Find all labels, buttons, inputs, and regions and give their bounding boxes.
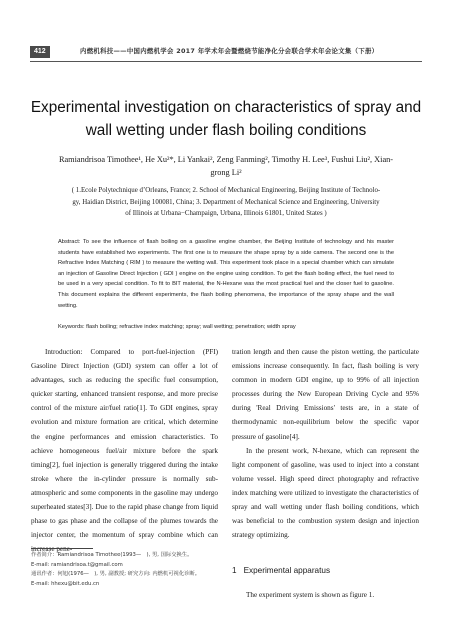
section-number: 1 [232, 566, 237, 575]
keywords: Keywords: flash boiling; refractive index matching; spray; wall wetting; penetration; width spray [58, 324, 296, 330]
footnote-rule [31, 548, 93, 549]
page-number: 412 [30, 46, 50, 58]
body-column-right [232, 345, 419, 542]
affiliations [32, 185, 420, 220]
affiliation-line-1: ( 1.Ecole Polytechnique d’Orleans, France; 2. School of Mechanical Engineering, Beijing Institute of Technolo- [71, 187, 381, 194]
authors-line-2: grong Li² [210, 168, 242, 177]
apparatus-paragraph: The experiment system is shown as figure 1. [246, 591, 375, 599]
paper-title [30, 96, 422, 142]
footnote-corresponding: 通讯作者：何旭(1976— ), 男, 副教授; 研究方向: 内燃机可视化诊断。 [31, 571, 201, 578]
section-title: Experimental apparatus [243, 566, 331, 575]
title-line-1: Experimental investigation on characteristics of spray and [30, 99, 422, 116]
page-header [30, 46, 422, 60]
authors-line-1: Ramiandrisoa Timothee¹, He Xu²*, Li Yankai², Zeng Fanming², Timothy H. Lee³, Fushui Liu², Xian- [58, 155, 394, 164]
affiliation-line-3: of Illinois at Urbana−Champaign, Urbana, Illinois 61801, United States ) [125, 210, 327, 217]
footnote-author: 作者简介：Ramiandrisoa Timothee(1993— ), 男, 国际交换生。 [31, 552, 193, 558]
affiliation-line-2: gy, Haidian District, Beijing 100081, China; 3. Department of Mechanical Science and Engineering, University [72, 198, 380, 206]
footnote-corresponding-email: E-mail: hhexu@bit.edu.cn [31, 580, 100, 587]
footnote-author-email: E-mail: ramiandrisoa.t@gmail.com [31, 561, 123, 568]
header-rule [30, 61, 422, 62]
continuation-paragraph: tration length and then cause the piston wetting, the particulate emissions increase consequently. In fact, flash boiling is very common in modern GDI engine, up to 99% of all injection processes during the New European Driving Cycle and 95% during 'Real Driving Emissions' tests are, in a state of thermodynamic non-equilibrium below the specific vapor pressure of gasoline[4]. [232, 348, 419, 441]
section-heading [232, 566, 337, 575]
body-column-left [31, 345, 218, 556]
intro-paragraph: Introduction: Compared to port-fuel-injection (PFI) Gasoline Direct Injection (GDI) system can offer a lot of advantages, such as reducing the specific fuel consumption, quicker starting, enhanced transient response, and more precise control of the mixture air/fuel ratio[1]. To GDI engines, spray evolution and mixture formation are critical, which determine the engine performances and emission characteristics. To achieve homogeneous fuel/air mixture before the spark timing[2], fuel injection is generally triggered during the intake stroke where the in-cylinder pressure is normally sub-atmospheric and some components in the gasoline may undergo superheated states[3]. Due to the rapid phase change from liquid phase to gas phase and the collapse of the plumes towards the injector center, the momentum of spray combine which can increase pene- [31, 348, 218, 554]
abstract: Abstract: To see the influence of flash boiling on a gasoline engine chamber, the Beijing Institute of technology and his master students have established two experiments. The first one is to measure the shape spray by a side camera. The second one is the Refractive Index Matching ( RIM ) to measure the wetting wall. This experiment took place in a special chamber which can simulate an injection of Gasoline Direct Injection ( GDI ) engine on the engine using condition. To get the flash boiling effect, the fuel need to be used in a very special condition. To fit to BIT material, the N-Hexane was the most practical fuel and the closer fuel to gasoline. This document explains the different experiments, the flash boiling phenomena, the importance of the spray shape and the wall wetting. [58, 239, 394, 309]
running-title: 内燃机科技——中国内燃机学会 2017 年学术年会暨燃烧节能净化分会联合学术年会论文集（下册） [80, 47, 379, 55]
title-line-2: wall wetting under flash boiling conditions [85, 122, 367, 139]
author-list [32, 153, 420, 179]
footnotes [31, 551, 218, 589]
present-work-paragraph: In the present work, N-hexane, which can represent the light component of gasoline, was used to inject into a constant volume vessel. High speed direct photography and refractive index matching were utilized to investigate the characteristics of spray and wall wetting under flash boiling conditions, which was beneficial to the combustion system design and injection strategy optimizing. [232, 446, 419, 540]
